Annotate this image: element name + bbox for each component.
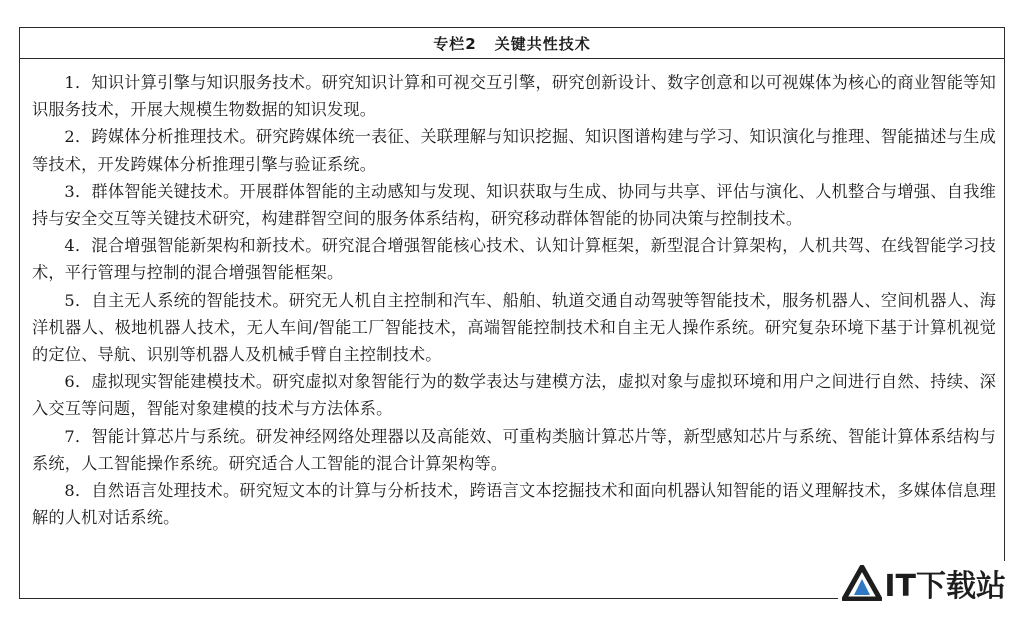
paragraph-1: 1．知识计算引擎与知识服务技术。研究知识计算和可视交互引擎，研究创新设计、数字创意和以可视媒体为核心的商业智能等知识服务技术，开展大规模生物数据的知识发现。 [32,73,996,120]
box-header [20,28,1004,59]
box-title: 关键共性技术 [494,34,591,53]
paragraph-7: 7．智能计算芯片与系统。研发神经网络处理器以及高能效、可重构类脑计算芯片等，新型感知芯片与系统、智能计算体系结构与系统，人工智能操作系统。研究适合人工智能的混合计算架构等。 [32,426,996,473]
paragraph-6: 6．虚拟现实智能建模技术。研究虚拟对象智能行为的数学表达与建模方法，虚拟对象与虚拟环境和用户之间进行自然、持续、深入交互等问题，智能对象建模的技术与方法体系。 [32,372,996,419]
box-content [20,59,1004,531]
paragraph-2: 2．跨媒体分析推理技术。研究跨媒体统一表征、关联理解与知识挖掘、知识图谱构建与学习、知识演化与推理、智能描述与生成等技术，开发跨媒体分析推理引擎与验证系统。 [32,127,996,174]
sidebar-box [19,27,1005,599]
paragraph-5: 5．自主无人系统的智能技术。研究无人机自主控制和汽车、船舶、轨道交通自动驾驶等智能技术，服务机器人、空间机器人、海洋机器人、极地机器人技术，无人车间/智能工厂智能技术，高端智能控制技术和自主无人操作系统。研究复杂环境下基于计算机视觉的定位、导航、识别等机器人及机械手臂自主控制技术。 [32,290,996,365]
triangle-logo-icon [842,565,882,601]
watermark-text: IT下载站 [884,569,1006,604]
watermark [838,561,1010,605]
box-number: 专栏2 [433,34,477,53]
paragraph-8: 8．自然语言处理技术。研究短文本的计算与分析技术，跨语言文本挖掘技术和面向机器认知智能的语义理解技术，多媒体信息理解的人机对话系统。 [32,481,996,528]
paragraph-3: 3．群体智能关键技术。开展群体智能的主动感知与发现、知识获取与生成、协同与共享、评估与演化、人机整合与增强、自我维持与安全交互等关键技术研究，构建群智空间的服务体系结构，研究移动群体智能的协同决策与控制技术。 [32,181,996,229]
paragraph-4: 4．混合增强智能新架构和新技术。研究混合增强智能核心技术、认知计算框架，新型混合计算架构，人机共驾、在线智能学习技术，平行管理与控制的混合增强智能框架。 [32,236,996,283]
